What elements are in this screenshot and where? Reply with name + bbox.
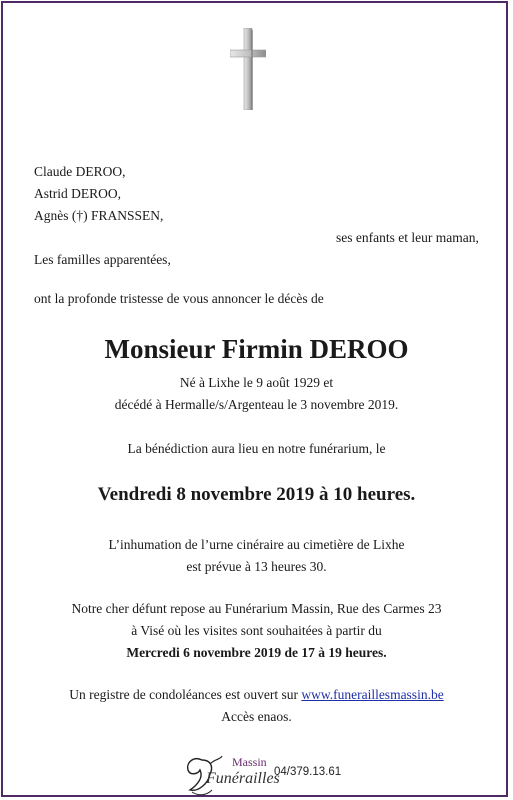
intro-text: ont la profonde tristesse de vous annoncer le décès de (34, 291, 324, 306)
inhumation-line-1: L’inhumation de l’urne cinéraire au cimetière de Lixhe (108, 537, 405, 552)
condolence-line (0, 687, 513, 703)
access-line: Accès enaos. (221, 709, 292, 724)
family-line-3: Agnès (†) FRANSSEN, (34, 208, 164, 223)
family-line-2: Astrid DEROO, (34, 186, 121, 201)
brand-name: Massin (232, 755, 267, 769)
death-line: décédé à Hermalle/s/Argenteau le 3 novembre 2019. (114, 397, 399, 412)
visit-time: Mercredi 6 novembre 2019 de 17 à 19 heures. (126, 645, 387, 660)
family-relation: ses enfants et leur maman, (336, 230, 479, 245)
deceased-name: Monsieur Firmin DEROO (104, 334, 409, 364)
brand-sub: Funérailles (206, 770, 280, 787)
condolence-link[interactable]: www.funeraillesmassin.be (301, 687, 444, 702)
blessing-intro: La bénédiction aura lieu en notre funérarium, le (127, 441, 386, 456)
inhumation-line-2: est prévue à 13 heures 30. (186, 559, 327, 574)
ceremony-date: Vendredi 8 novembre 2019 à 10 heures. (97, 484, 416, 505)
rest-line-2: à Visé où les visites sont souhaitées à partir du (131, 623, 382, 638)
rest-line-1: Notre cher défunt repose au Funérarium Massin, Rue des Carmes 23 (71, 601, 442, 616)
birth-line: Né à Lixhe le 9 août 1929 et (179, 375, 334, 390)
funeral-home-logo (176, 746, 376, 800)
condolence-text: Un registre de condoléances est ouvert sur (69, 687, 302, 702)
extended-family: Les familles apparentées, (34, 252, 171, 267)
cross-icon (230, 28, 266, 110)
phone-number: 04/379.13.61 (274, 766, 342, 778)
family-line-1: Claude DEROO, (34, 164, 126, 179)
